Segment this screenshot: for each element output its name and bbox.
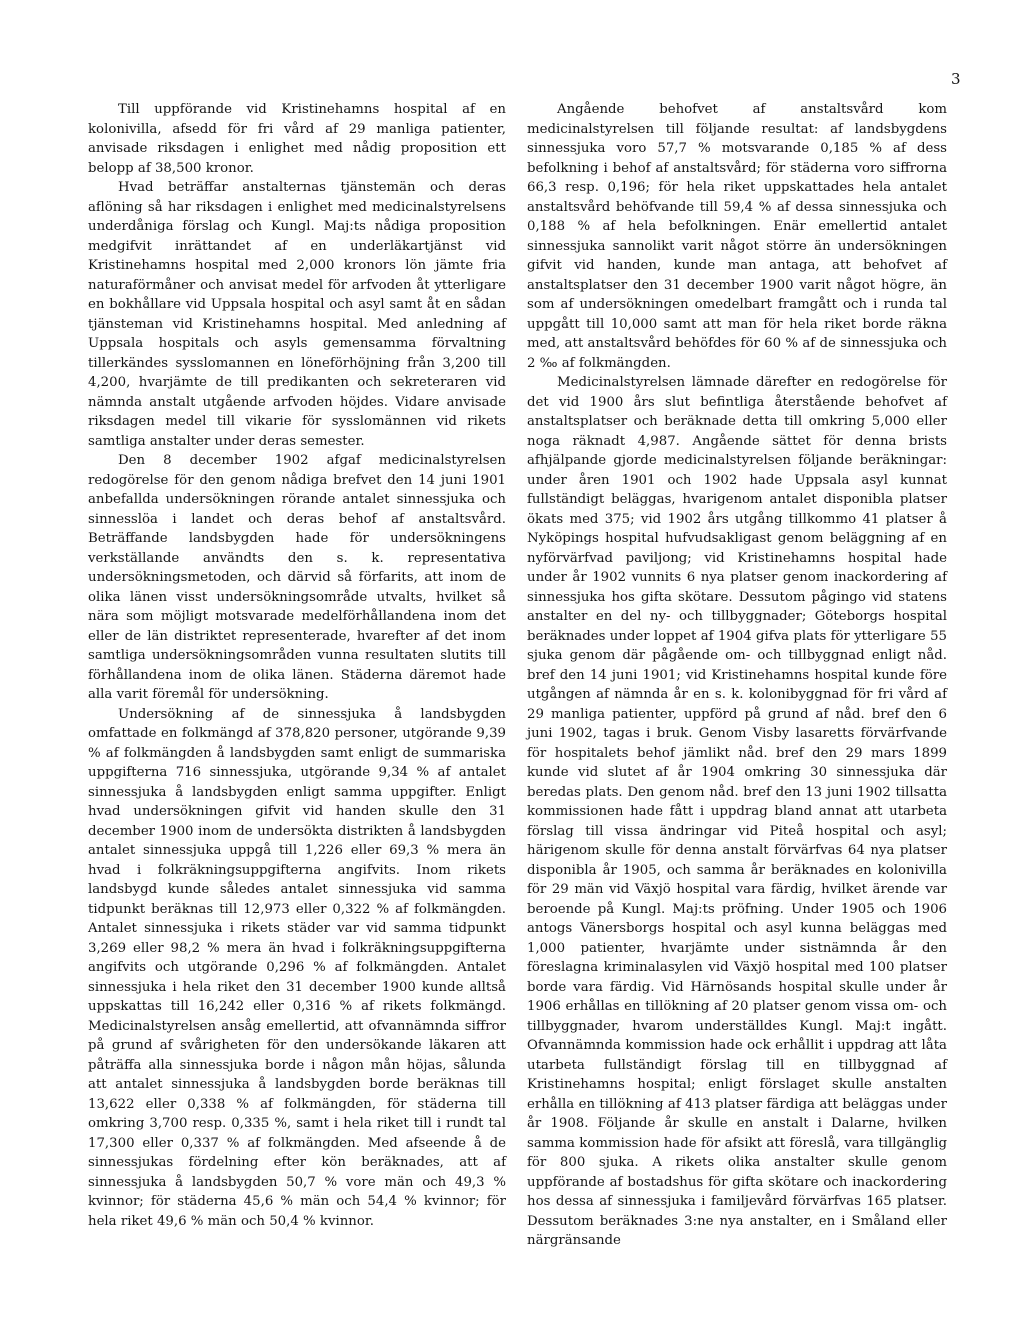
paragraph: Hvad beträffar anstalternas tjänstemän och deras aflöning så har riksdagen i enlighet med medicinalstyrelsens underdåniga förslag och Kungl. Maj:ts nådiga proposition medgifvit inrättandet af en underläkartjänst vid Kristinehamns hospital med 2,000 kronors lön jämte fria naturaförmåner och anvisat medel för arfvoden åt ytterligare en bokhållare vid Uppsala hospital och asyl samt åt en sådan tjänsteman vid Kristinehamns hospital. Med anledning af Uppsala hospitals och asyls gemensamma förvaltning tillerkändes sysslomannen en löneförhöjning från 3,200 till 4,200, hvarjämte de till predikanten och sekreteraren vid nämnda anstalt utgående arfvoden höjdes. Vidare anvisade riksdagen medel till vikarie för sysslomännen vid rikets samtliga anstalter under deras semester. [88,180,506,449]
paragraph: Angående behofvet af anstaltsvård kom medicinalstyrelsen till följande resultat: af landsbygdens sinnessjuka voro 57,7 % motsvarande 0,185 % af dess befolkning i behof af anstaltsvård; för städerna voro siffrorna 66,3 resp. 0,196; för hela riket uppskattades hela antalet anstaltsvård behöfvande till 59,4 % af dessa sinnessjuka och 0,188 % af hela befolkningen. Enär emellertid antalet sinnessjuka sannolikt varit något större än undersökningen gifvit vid handen, kunde man antaga, att behofvet af anstaltsplatser den 31 december 1900 varit något högre, än som af undersökningen omedelbart framgått och i runda tal uppgått till 10,000 samt att man för hela riket borde räkna med, att anstaltsvård behöfdes för 60 % af de sinnessjuka och 2 ‰ af folkmängden. [527,102,947,371]
paragraph: Medicinalstyrelsen lämnade därefter en redogörelse för det vid 1900 års slut befintliga återstående behofvet af anstaltsplatser och beräknade detta till omkring 5,000 eller noga räknadt 4,987. Angående sättet för denna brists afhjälpande gjorde medicinalstyrelsen följande beräkningar: under åren 1901 och 1902 hade Uppsala asyl kunnat fullständigt beläggas, hvarigenom antalet disponibla platser ökats med 375; vid 1902 års utgång tillkommo 41 platser å Nyköpings hospital hufvudsakligast genom beläggning af en nyförvärfvad paviljong; vid Kristinehamns hospital hade under år 1902 vunnits 6 nya platser genom inackordering af sinnessjuka hos gifta skötare. Dessutom pågingo vid statens anstalter en del ny- och tillbyggnader; Göteborgs hospital beräknades under loppet af 1904 gifva plats för ytterligare 55 sjuka genom där pågående om- och tillbyggnad enligt nåd. bref den 14 juni 1901; vid Kristinehamns hospital kunde före utgången af nämnda år en s. k. kolonibyggnad för fri vård af 29 manliga patienter, uppförd på grund af nåd. bref den 6 juni 1902, tagas i bruk. Genom Visby lasaretts förvärfvande för hospitalets behof jämlikt nåd. bref den 29 mars 1899 kunde vid slutet af år 1904 omkring 30 sinnessjuka där beredas plats. Den genom nåd. bref den 13 juni 1902 tillsatta kommissionen hade fått i uppdrag bland annat att utarbeta förslag till vissa ändringar vid Piteå hospital och asyl; härigenom skulle för denna anstalt förvärfvas 64 nya platser disponibla år 1905, och samma år beräknades en kolonivilla för 29 män vid Växjö hospital vara färdig, hvilket ärende var beroende på Kungl. Maj:ts pröfning. Under 1905 och 1906 antogs Vänersborgs hospital och asyl kunna beläggas med 1,000 patienter, hvarjämte under sistnämnda år den föreslagna kriminalasylen vid Växjö hospital med 100 platser borde vara färdig. Vid Härnösands hospital skulle under år 1906 erhållas en tillökning af 20 platser genom vissa om- och tillbyggnader, hvarom underställdes Kungl. Maj:t ingått. Ofvannämnda kommission hade ock erhållit i uppdrag att låta utarbeta fullständigt förslag till en tillbyggnad af Kristinehamns hospital; enligt förslaget skulle anstalten erhålla en tillökning af 413 platser färdiga att beläggas under år 1908. Följande år skulle en anstalt i Dalarne, hvilken samma kommission hade för afsikt att föreslå, vara tillgänglig för 800 sjuka. A rikets olika anstalter skulle genom uppförande af bostadshus för gifta skötare och inackordering hos dessa af sinnessjuka i familjevård förvärfvas 165 platser. Dessutom beräknades 3:ne nya anstalter, en i Småland eller närgränsande [527,375,947,1248]
paragraph: Undersökning af de sinnessjuka å landsbygden omfattade en folkmängd af 378,820 personer, utgörande 9,39 % af folkmängden å landsbygden samt enligt de summariska uppgifterna 716 sinnessjuka, utgörande 9,34 % af antalet sinnessjuka å landsbygden enligt samma uppgifter. Enligt hvad undersökningen gifvit vid handen skulle den 31 december 1900 inom de undersökta distrikten å landsbygden antalet sinnessjuka uppgå till 1,226 eller 69,3 % mera än hvad i folkräkningsuppgifterna angifvits. Inom rikets landsbygd kunde således antalet sinnessjuka vid samma tidpunkt beräknas till 12,973 eller 0,322 % af folkmängden. Antalet sinnessjuka i rikets städer var vid samma tidpunkt 3,269 eller 98,2 % mera än hvad i folkräkningsuppgifterna angifvits och utgörande 0,296 % af folkmängden. Antalet sinnessjuka i hela riket den 31 december 1900 kunde alltså uppskattas till 16,242 eller 0,316 % af rikets folkmängd. Medicinalstyrelsen ansåg emellertid, att ofvannämnda siffror på grund af svårigheten för den undersökande läkaren att påträffa alla sinnessjuka borde i någon mån höjas, sålunda att antalet sinnessjuka å landsbygden borde beräknas till 13,622 eller 0,338 % af folkmängden, för städerna till omkring 3,700 resp. 0,335 %, samt i hela riket till i rundt tal 17,300 eller 0,337 % af folkmängden. Med afseende å de sinnessjukas fördelning efter kön beräknades, att af sinnessjuka å landsbygden 50,7 % vore män och 49,3 % kvinnor; för städerna 45,6 % män och 54,4 % kvinnor; för hela riket 49,6 % män och 50,4 % kvinnor. [88,706,506,1229]
paragraph: Till uppförande vid Kristinehamns hospital af en kolonivilla, afsedd för fri vård af 29 manliga patienter, anvisade riksdagen i enlighet med nådig proposition ett belopp af 38,500 kronor. [88,102,506,176]
paragraph: Den 8 december 1902 afgaf medicinalstyrelsen redogörelse för den genom nådiga brefvet den 14 juni 1901 anbefallda undersökningen rörande antalet sinnessjuka och sinnesslöa i landet och deras behof af anstaltsvård. Beträffande landsbygden hade för undersökningens verkställande användts den s. k. representativa undersökningsmetoden, och därvid så förfarits, att inom de olika länen visst undersökningsområde utvalts, hvilket så nära som möjligt motsvarade medelförhållandena inom det eller de län distriktet representerade, hvarefter af det inom samtliga undersökningsområden vunna resultaten slutits till förhållandena inom de olika länen. Städerna däremot hade alla varit föremål för undersökning. [88,453,506,702]
left-column [88,100,506,1231]
page-number: 3 [951,70,961,88]
right-column [527,100,947,1251]
